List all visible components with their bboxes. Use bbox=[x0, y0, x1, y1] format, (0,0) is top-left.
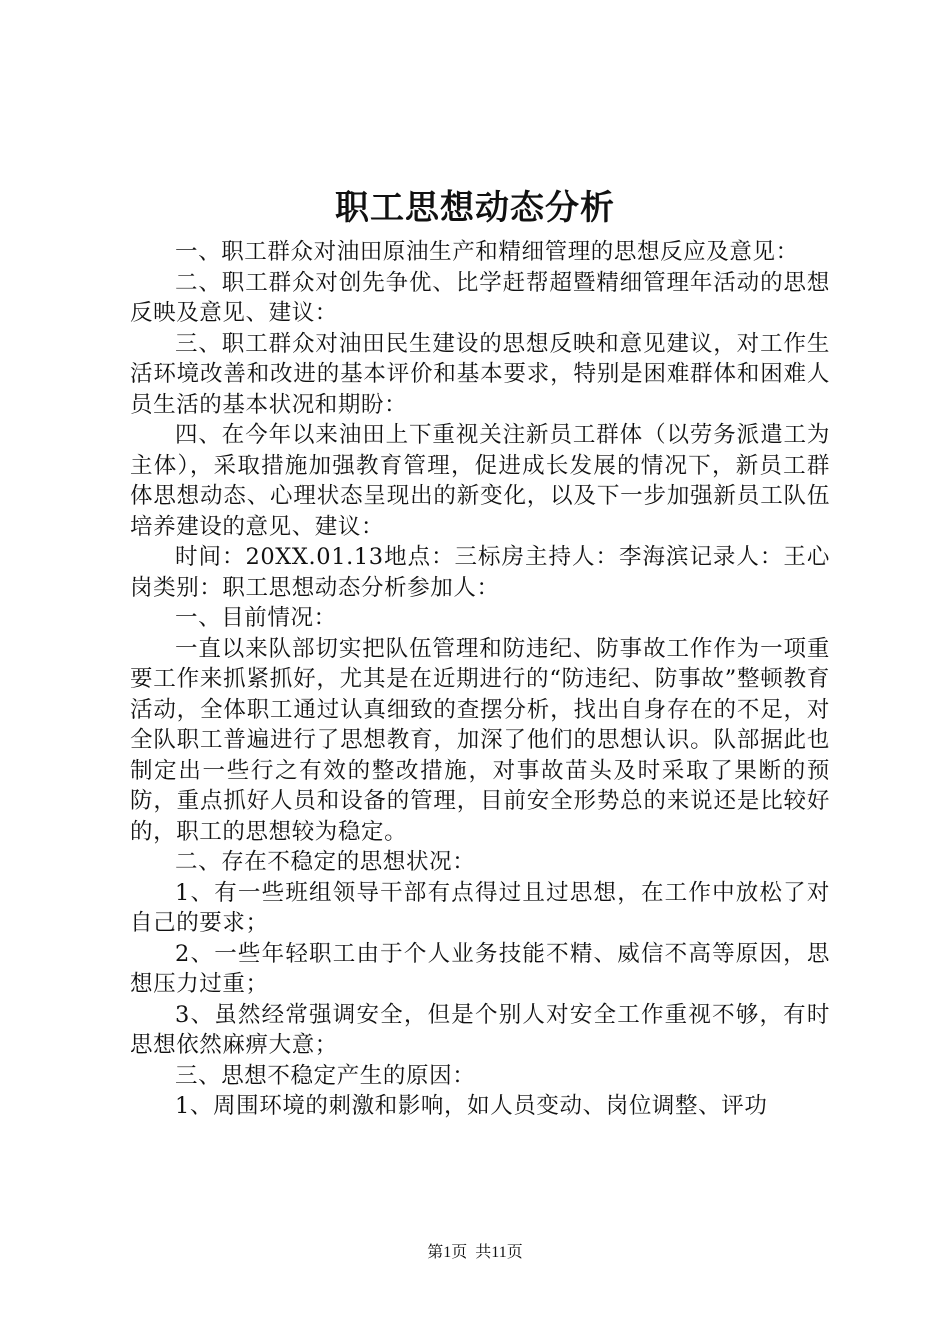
paragraph: 1、周围环境的刺激和影响，如人员变动、岗位调整、评功 bbox=[175, 1093, 768, 1119]
paragraph: 1、有一些班组领导干部有点得过且过思想，在工作中放松了对自己的要求； bbox=[130, 879, 830, 936]
paragraph: 三、职工群众对油田民生建设的思想反映和意见建议，对工作生活环境改善和改进的基本评价和基本要求，特别是困难群体和困难人员生活的基本状况和期盼： bbox=[130, 330, 830, 418]
document-body bbox=[130, 237, 830, 1122]
page-total: 共11页 bbox=[475, 1244, 523, 1261]
paragraph: 3、虽然经常强调安全，但是个别人对安全工作重视不够，有时思想依然麻痹大意； bbox=[130, 1001, 830, 1058]
paragraph: 2、一些年轻职工由于个人业务技能不精、威信不高等原因，思想压力过重； bbox=[130, 940, 830, 997]
paragraph: 时间：20XX.01.13地点：三标房主持人：李海滨记录人：王心岗类别：职工思想动态分析参加人： bbox=[130, 544, 830, 601]
paragraph: 二、职工群众对创先争优、比学赶帮超暨精细管理年活动的思想反映及意见、建议： bbox=[130, 269, 830, 326]
paragraph: 一、职工群众对油田原油生产和精细管理的思想反应及意见： bbox=[175, 239, 799, 265]
paragraph: 三、思想不稳定产生的原因： bbox=[175, 1062, 476, 1089]
paragraph: 四、在今年以来油田上下重视关注新员工群体（以劳务派遣工为主体），采取措施加强教育管理，促进成长发展的情况下，新员工群体思想动态、心理状态呈现出的新变化，以及下一步加强新员工队伍培养建设的意见、建议： bbox=[130, 422, 830, 540]
paragraph: 二、存在不稳定的思想状况： bbox=[175, 849, 476, 875]
page-number: 第1页 bbox=[427, 1244, 468, 1261]
document-title: 职工思想动态分析 bbox=[335, 188, 615, 228]
paragraph: 一直以来队部切实把队伍管理和防违纪、防事故工作作为一项重要工作来抓紧抓好，尤其是在近期进行的“防违纪、防事故”整顿教育活动，全体职工通过认真细致的查摆分析，找出自身存在的不足，对全队职工普遍进行了思想教育，加深了他们的思想认识。队部据此也制定出一些行之有效的整改措施，对事故苗头及时采取了果断的预防，重点抓好人员和设备的管理，目前安全形势总的来说还是比较好的，职工的思想较为稳定。 bbox=[130, 635, 830, 845]
page-footer bbox=[0, 1242, 950, 1264]
paragraph: 一、目前情况： bbox=[175, 605, 337, 631]
